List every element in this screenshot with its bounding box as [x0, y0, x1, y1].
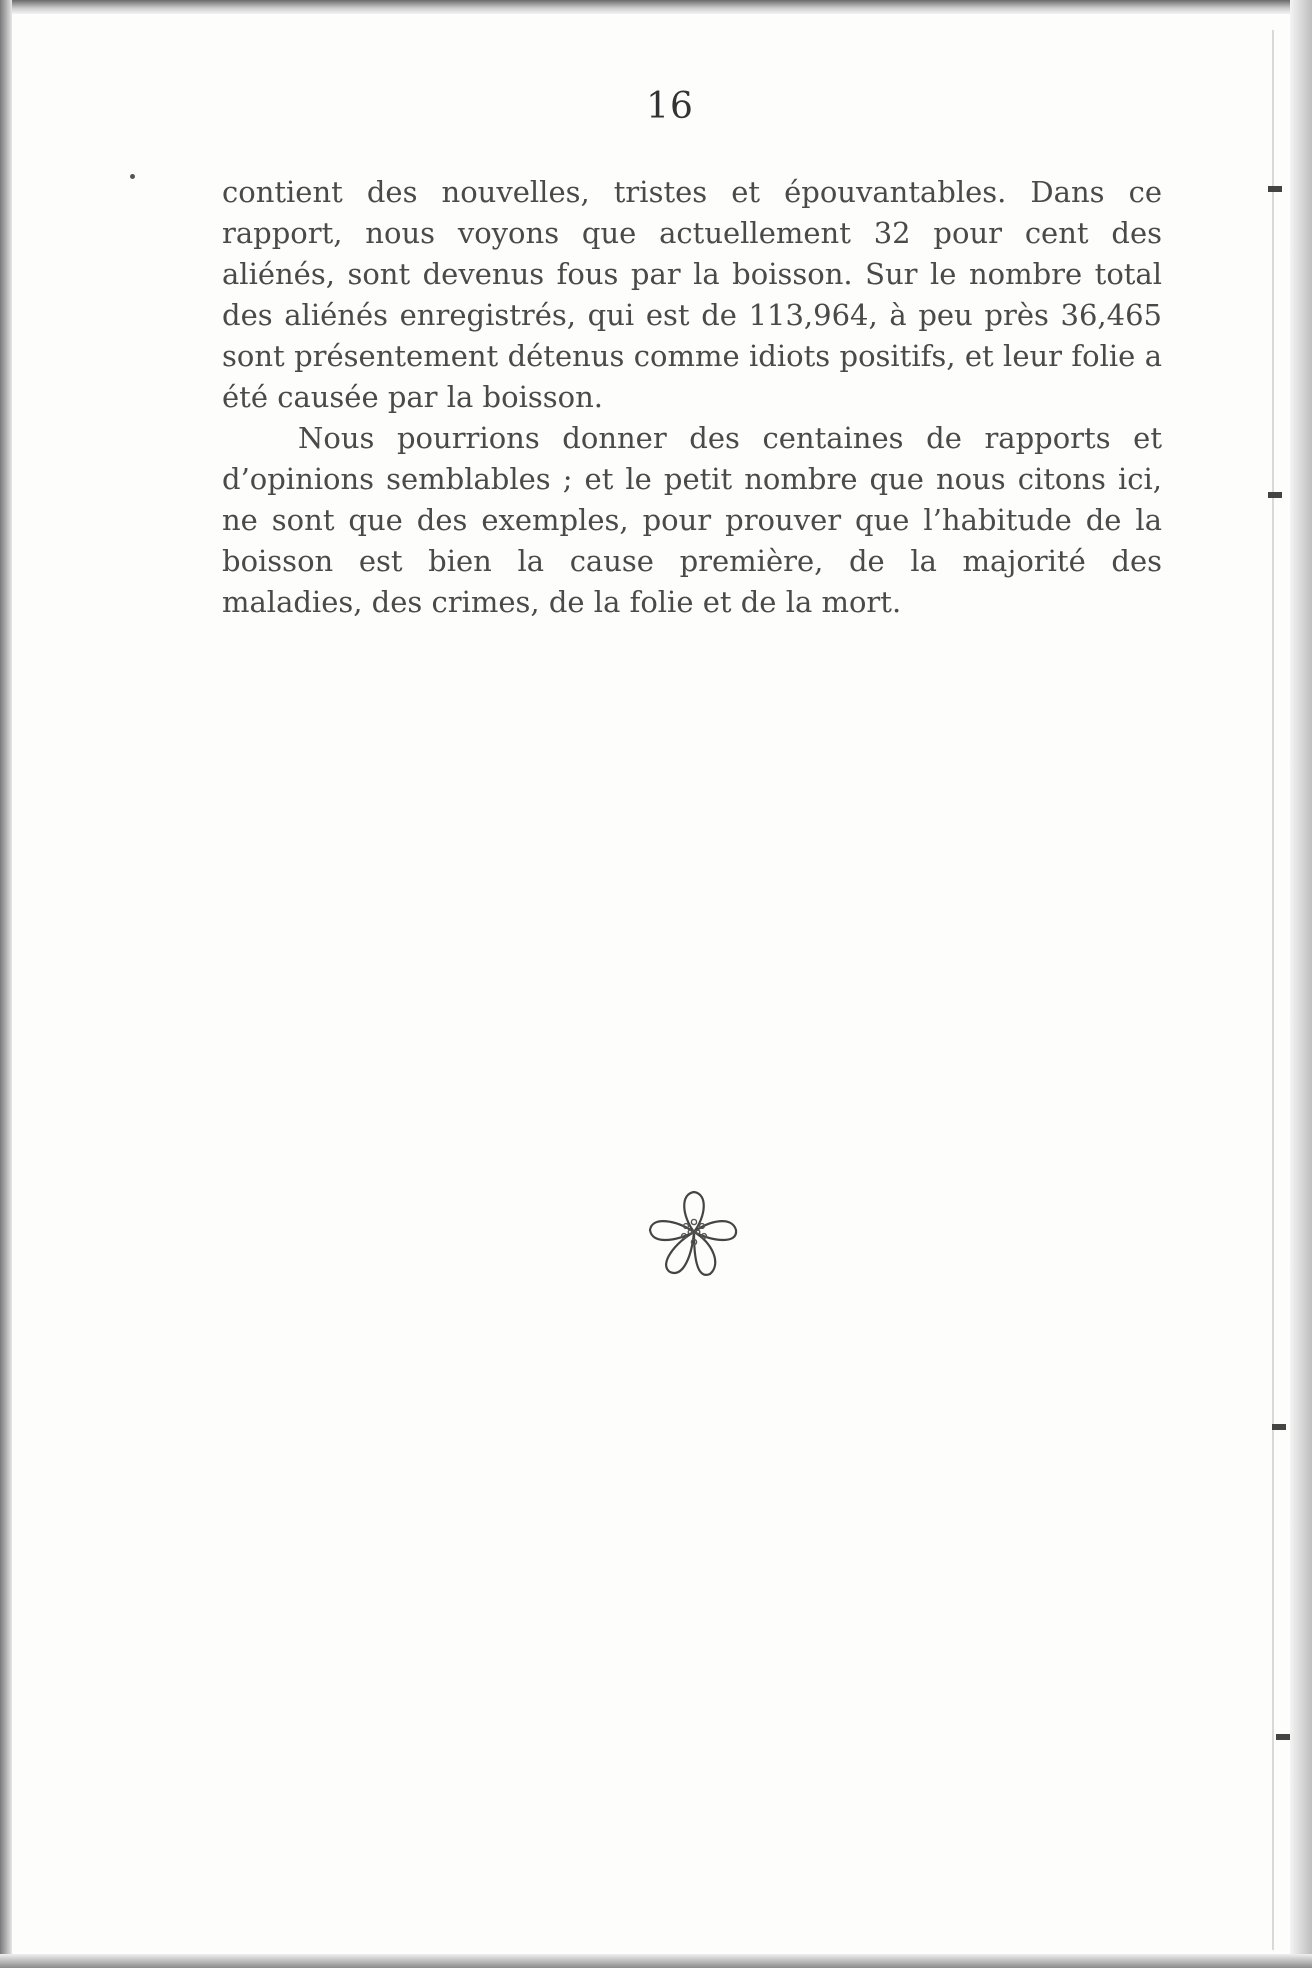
scan-mark: [1272, 1424, 1286, 1430]
scan-mark: [1276, 1734, 1290, 1740]
page-number: 16: [646, 86, 694, 127]
paragraph: contient des nouvelles, tristes et épouvantables. Dans ce rapport, nous voyons que actuellement 32 pour cent des aliénés, sont devenus fous par la boisson. Sur le nombre total des aliénés enregistrés, qui est de 113,964, à peu près 36,465 sont présentement détenus comme idiots positifs, et leur folie a été causée par la boisson.: [222, 175, 1162, 414]
scan-edge-top: [0, 0, 1312, 14]
scan-speck: [130, 174, 135, 179]
paragraph: Nous pourrions donner des centaines de rapports et d’opinions semblables ; et le petit nombre que nous citons ici, ne sont que des exemples, pour prouver que l’habitude de la boisson est bien la cause première, de la majorité des maladies, des crimes, de la folie et de la mort.: [222, 421, 1162, 619]
scan-edge-left: [0, 0, 12, 1968]
scan-edge-right: [1290, 0, 1312, 1968]
scan-mark: [1268, 492, 1282, 498]
flower-ornament-icon: [644, 1186, 744, 1282]
scan-fold-line: [1272, 30, 1274, 1950]
scan-mark: [1268, 186, 1282, 192]
body-text: [222, 172, 1162, 623]
scan-edge-bottom: [0, 1954, 1312, 1968]
